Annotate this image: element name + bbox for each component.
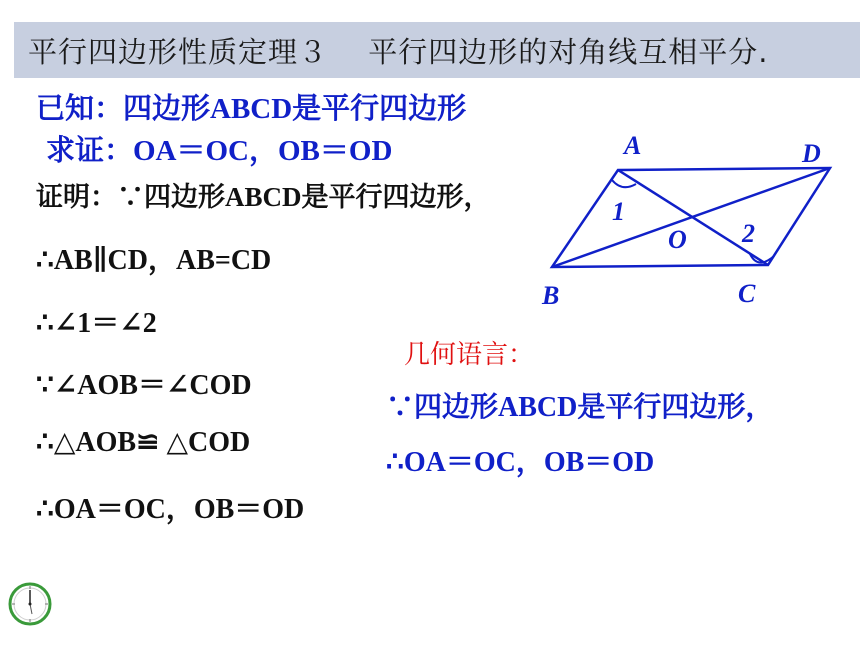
proof-line-4: ∵∠AOB＝∠COD	[36, 370, 252, 401]
label-o: O	[668, 225, 687, 254]
clock-icon[interactable]	[8, 580, 54, 630]
parallelogram-figure	[540, 128, 850, 313]
proof-line-6: ∴OA＝OC，OB＝OD	[36, 494, 305, 525]
label-angle-2: 2	[742, 219, 755, 248]
geometric-language-line-1: ∵四边形ABCD是平行四边形，	[386, 392, 774, 423]
proof-line-3: ∴∠1＝∠2	[36, 308, 157, 339]
diagonal-bd	[552, 168, 830, 267]
slide-title: 平行四边形性质定理３ 平行四边形的对角线互相平分.	[28, 35, 769, 69]
geometric-language-line-2: ∴OA＝OC，OB＝OD	[386, 447, 655, 478]
given-known: 已知：四边形ABCD是平行四边形	[36, 93, 467, 125]
proof-line-1: 证明：∵四边形ABCD是平行四边形，	[36, 182, 491, 212]
angle-1-arc	[612, 180, 636, 187]
label-d: D	[802, 139, 821, 168]
label-b: B	[542, 281, 560, 310]
given-prove: 求证：OA＝OC，OB＝OD	[46, 135, 393, 167]
proof-line-5: ∴△AOB≌ △COD	[36, 427, 251, 458]
geometric-language-title: 几何语言：	[404, 340, 535, 370]
label-a: A	[624, 131, 642, 160]
label-angle-1: 1	[612, 197, 625, 226]
proof-line-2: ∴AB∥CD，AB=CD	[36, 245, 272, 276]
label-c: C	[738, 279, 756, 308]
